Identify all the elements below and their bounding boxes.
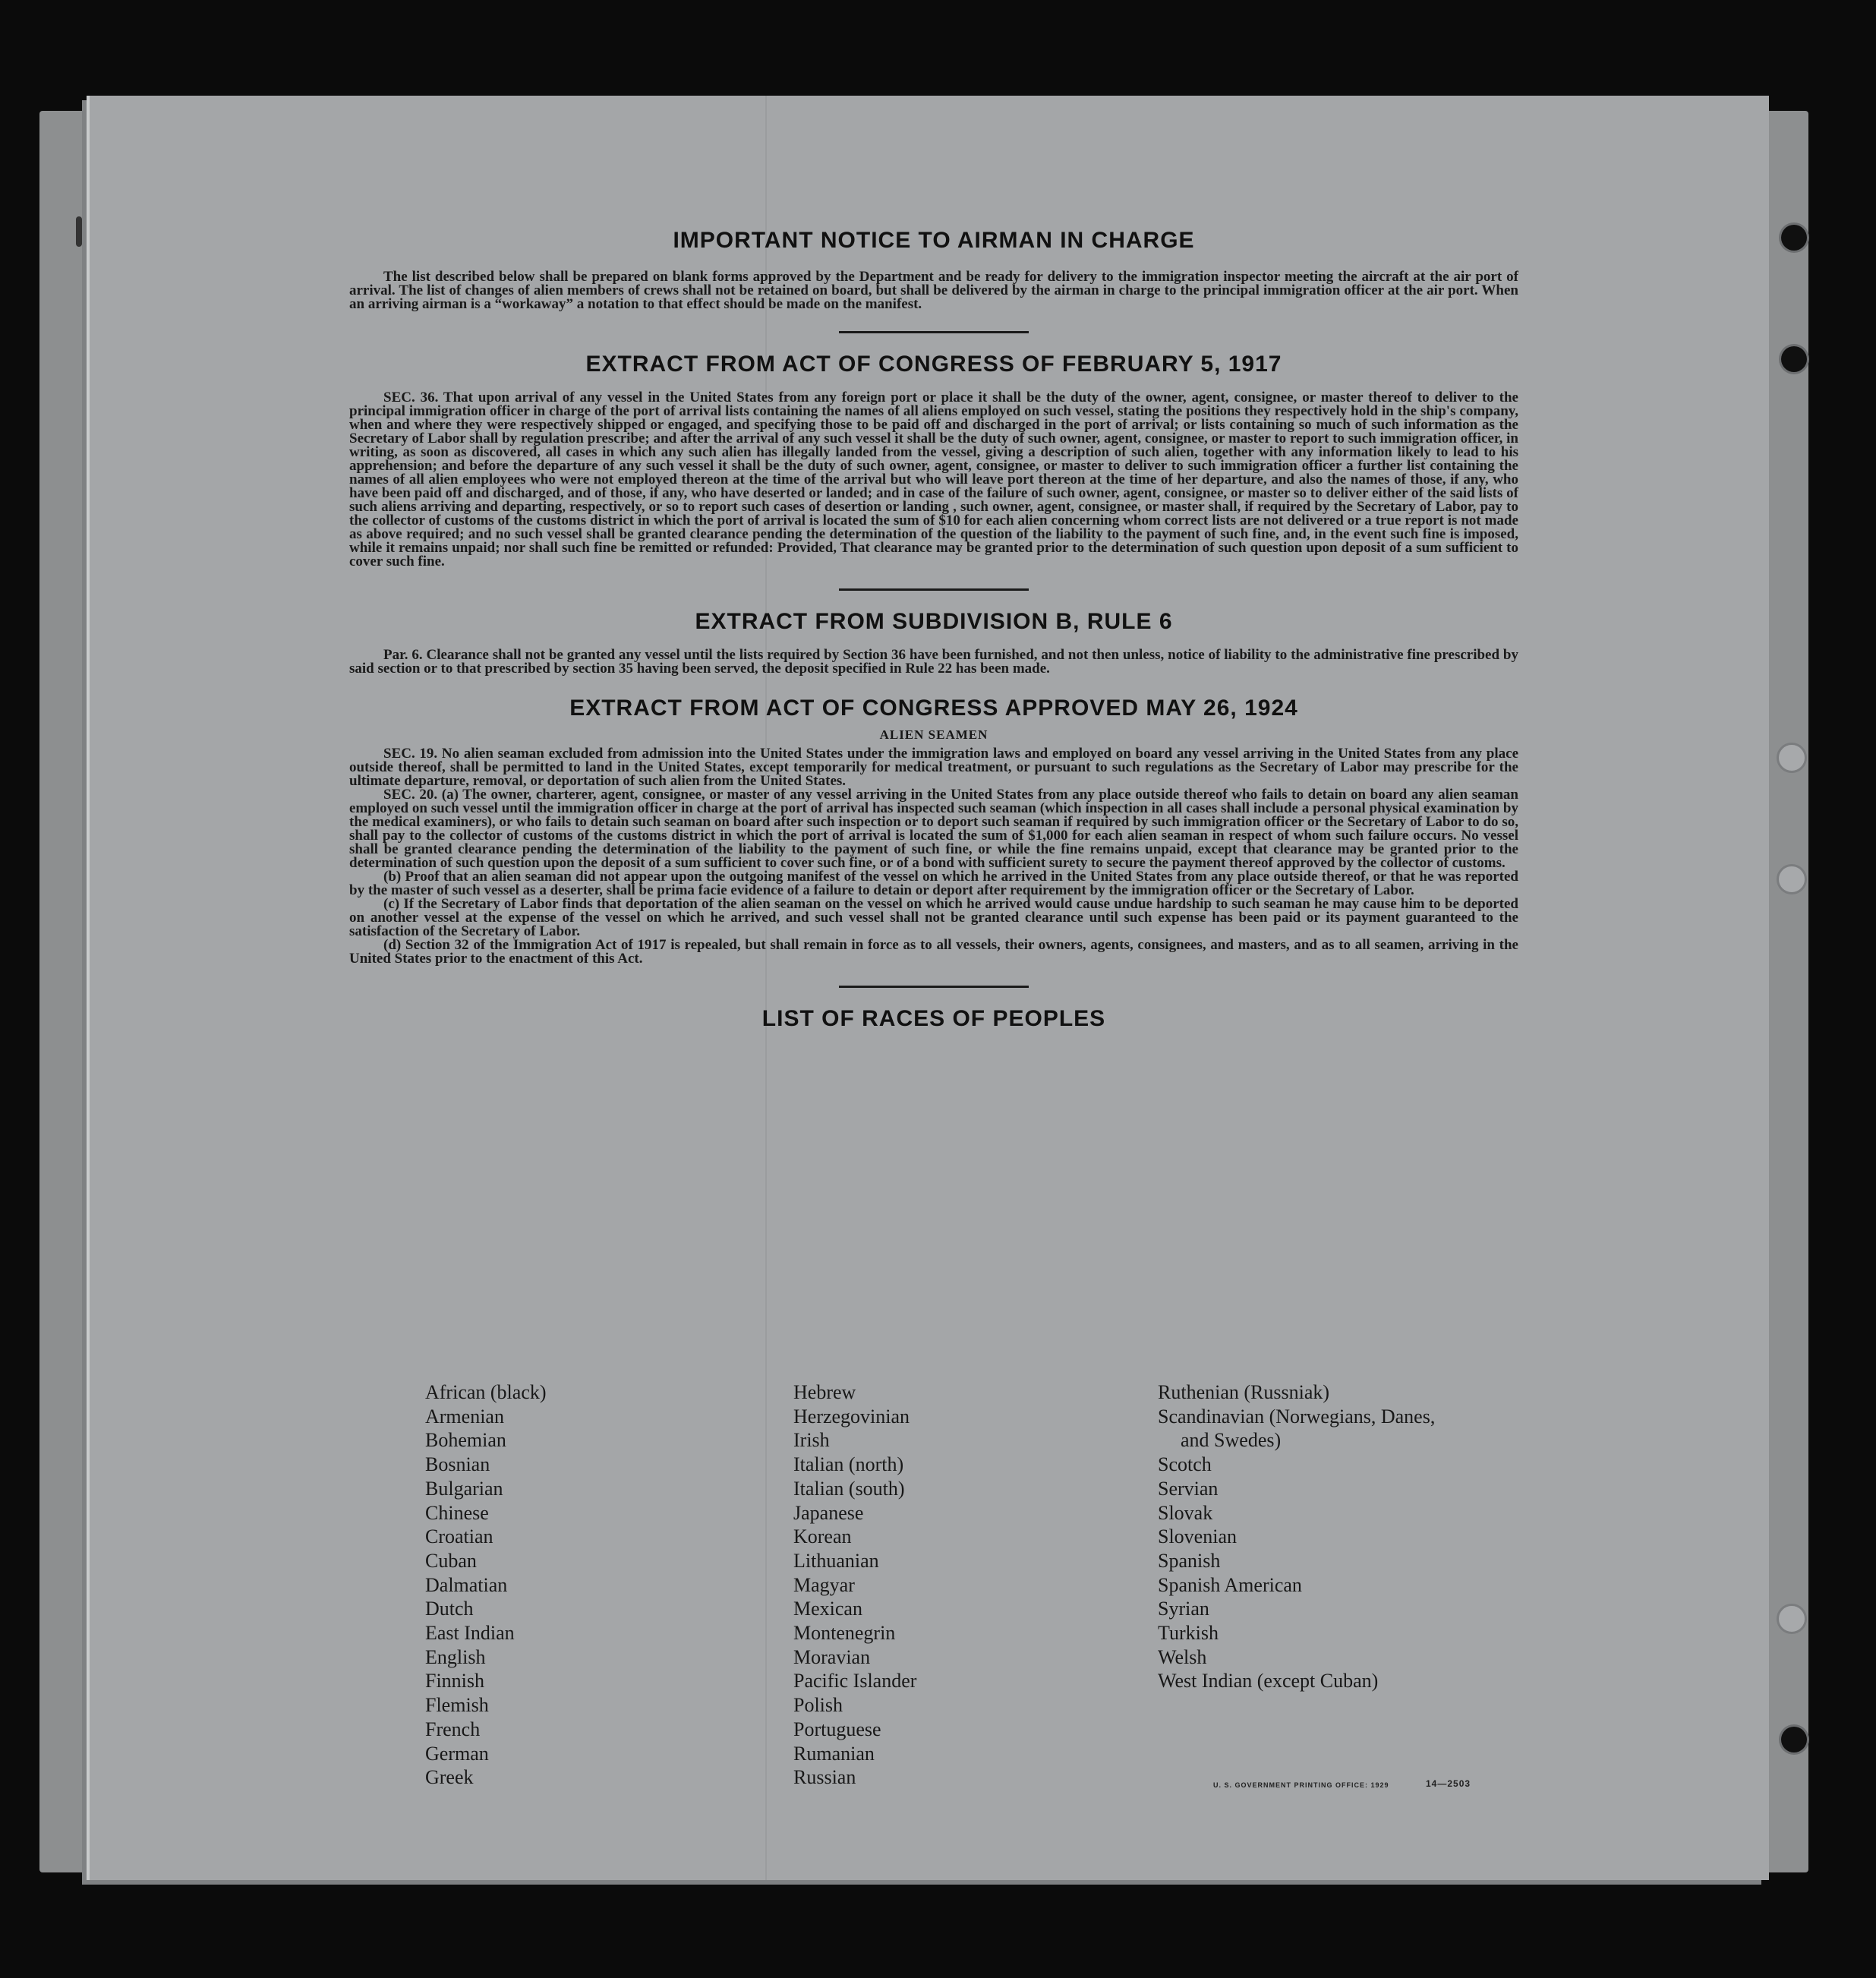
- race-item: Hebrew: [793, 1381, 856, 1403]
- race-item: Dutch: [425, 1598, 474, 1620]
- race-item: Ruthenian (Russniak): [1158, 1381, 1330, 1403]
- race-item: Moravian: [793, 1645, 871, 1668]
- divider: [839, 331, 1029, 333]
- race-item: Syrian: [1158, 1598, 1209, 1620]
- act-1917-title: EXTRACT FROM ACT OF CONGRESS OF FEBRUARY 5, 1917: [585, 352, 1282, 377]
- punch-hole: [1777, 864, 1807, 894]
- race-item: Bulgarian: [425, 1477, 503, 1500]
- race-item: Mexican: [793, 1598, 862, 1620]
- race-item: Greek: [425, 1766, 474, 1789]
- race-item: Scotch: [1158, 1453, 1212, 1476]
- race-item: Magyar: [793, 1573, 855, 1596]
- punch-hole: [1777, 743, 1807, 773]
- act-1924-subtitle: ALIEN SEAMEN: [879, 727, 988, 742]
- punch-hole: [1777, 1604, 1807, 1634]
- race-item: Bosnian: [425, 1453, 490, 1476]
- race-item: Croatian: [425, 1525, 493, 1548]
- race-item: Slovenian: [1158, 1525, 1237, 1548]
- race-item: and Swedes): [1181, 1429, 1282, 1452]
- race-item: West Indian (except Cuban): [1158, 1670, 1379, 1692]
- sec20c-text: (c) If the Secretary of Labor finds that deportation of the alien seaman on the vessel on which he arrived would cause undue hardship to such seaman he may cause him to be deported on another vessel at the expense of the vessel on which he arrived, and such vessel shall not be granted clearance until such expense has been paid or its payment guaranteed to the satisfaction of the Secretary of Labor.: [349, 896, 1518, 939]
- race-item: Italian (north): [793, 1453, 904, 1476]
- race-item: Dalmatian: [425, 1573, 508, 1596]
- subdivision-title: EXTRACT FROM SUBDIVISION B, RULE 6: [695, 609, 1173, 634]
- act-1924-title: EXTRACT FROM ACT OF CONGRESS APPROVED MAY 26, 1924: [569, 696, 1298, 721]
- race-item: Italian (south): [793, 1477, 905, 1500]
- punch-hole: [1781, 225, 1807, 251]
- race-item: Pacific Islander: [793, 1670, 917, 1692]
- race-item: Irish: [793, 1429, 830, 1452]
- race-item: Servian: [1158, 1477, 1219, 1500]
- form-number: 14—2503: [1426, 1778, 1471, 1789]
- race-item: Bohemian: [425, 1429, 506, 1452]
- race-item: Cuban: [425, 1549, 477, 1572]
- subdivision-text: Par. 6. Clearance shall not be granted any vessel until the lists required by Section 36 have been furnished, and not then unless, notice of liability to the administrative fine prescribed by said section or to that prescribed by section 35 having been served, the deposit specified in Rule 22 has been made.: [349, 647, 1518, 677]
- notice-title: IMPORTANT NOTICE TO AIRMAN IN CHARGE: [673, 228, 1195, 253]
- sec19-text: SEC. 19. No alien seaman excluded from admission into the United States under the immigration laws and employed on board any vessel arriving in the United States from any place outside thereof, shall be permitted to land in the United States, except temporarily for medical treatment, or pursuant to such regulations as the Secretary of Labor may prescribe for the ultimate departure, removal, or deportation of such alien from the United States.: [349, 746, 1518, 789]
- punch-hole: [1781, 346, 1807, 372]
- race-item: Chinese: [425, 1501, 489, 1524]
- race-item: Montenegrin: [793, 1622, 896, 1645]
- races-title: LIST OF RACES OF PEOPLES: [761, 1006, 1106, 1031]
- divider: [839, 986, 1029, 988]
- divider: [839, 588, 1029, 591]
- race-item: Japanese: [793, 1501, 864, 1524]
- race-item: Rumanian: [793, 1742, 875, 1765]
- race-item: German: [425, 1742, 489, 1765]
- race-item: Slovak: [1158, 1501, 1213, 1524]
- document-content: [326, 228, 1541, 1746]
- race-item: Finnish: [425, 1670, 485, 1692]
- race-item: Spanish: [1158, 1549, 1221, 1572]
- race-item: Polish: [793, 1694, 843, 1717]
- binding-clip: [76, 216, 82, 247]
- printer-imprint: U. S. GOVERNMENT PRINTING OFFICE: 1929: [1213, 1781, 1389, 1789]
- race-item: East Indian: [425, 1622, 515, 1645]
- punch-hole: [1781, 1727, 1807, 1752]
- notice-text: The list described below shall be prepared on blank forms approved by the Department and be ready for delivery to the immigration inspector meeting the aircraft at the air port of arrival. The list of changes of alien members of crews shall not be retained on board, but shall be delivered by the airman in charge to the principal immigration officer at the air port. When an arriving airman is a “workaway” a notation to that effect should be made on the manifest.: [349, 269, 1518, 312]
- race-item: French: [425, 1718, 481, 1740]
- race-item: Lithuanian: [793, 1549, 879, 1572]
- race-item: African (black): [425, 1381, 547, 1403]
- act-1917-text: SEC. 36. That upon arrival of any vessel in the United States from any foreign port or place it shall be the duty of the owner, agent, consignee, or master thereof to deliver to the principal immigration officer in charge of the port of arrival lists containing the names of all aliens employed on such vessel, stating the positions they respectively hold in the ship's company, when and where they were respectively shipped or engaged, and specifying those to be paid off and discharged in the port of arrival; or lists containing so much of such information as the Secretary of Labor shall by regulation prescribe; and after the arrival of any such vessel it shall be the duty of such owner, agent, consignee, or master to report to such immigration officer, in writing, as soon as discovered, all cases in which any such alien has illegally landed from the vessel, giving a description of such alien, together with any information likely to lead to his apprehension; and before the departure of any such vessel it shall be the duty of such owner, agent, consignee, or master to deliver to such immigration officer a further list containing the names of all alien employees who were not employed thereon at the time of the arrival but who will leave port thereon at the time of her departure, and also the names of those, if any, who have been paid off and discharged, and of those, if any, who have deserted or landed; and in case of the failure of such owner, agent, consignee, or master so to deliver either of the said lists of such aliens arriving and departing, respectively, or so to report such cases of desertion or landing , such owner, agent, consignee, or master shall, if required by the Secretary of Labor, pay to the collector of customs of the customs district in which the port of arrival is located the sum of $10 for each alien concerning whom correct lists are not delivered or a true report is not made as above required; and no such vessel shall be granted clearance pending the determination of the question of the liability to the payment of such fine, and, in the event such fine is imposed, while it remains unpaid; nor shall such fine be remitted or refunded: Provided, That clearance may be granted prior to the determination of such question upon deposit of a sum sufficient to cover such fine.: [349, 390, 1518, 569]
- race-item: Flemish: [425, 1694, 489, 1717]
- sec20a-text: SEC. 20. (a) The owner, charterer, agent, consignee, or master of any vessel arriving in the United States from any place outside thereof who fails to detain on board any alien seaman employed on such vessel until the immigration officer in charge at the port of arrival has inspected such seaman (which inspection in all cases shall include a personal physical examination by the medical examiners), or who fails to detain such seaman on board after such inspection or to deport such seaman if required by such immigration officer or the Secretary of Labor to do so, shall pay to the collector of customs of the customs district in which the port of arrival is located the sum of $1,000 for each alien seaman in respect of whom such failure occurs. No vessel shall be granted clearance pending the determination of the liability to the payment of such fine, or while the fine remains unpaid, except that clearance may be granted prior to the determination of such question upon the deposit of a sum sufficient to cover such fine, or of a bond with sufficient surety to secure the payment thereof approved by the collector of customs.: [349, 787, 1518, 871]
- race-item: Armenian: [425, 1405, 504, 1428]
- race-item: Welsh: [1158, 1645, 1207, 1668]
- race-item: Korean: [793, 1525, 852, 1548]
- race-item: Portuguese: [793, 1718, 881, 1740]
- sec20d-text: (d) Section 32 of the Immigration Act of 1917 is repealed, but shall remain in force as to all vessels, their owners, agents, consignees, and masters, and as to all seamen, arriving in the United States prior to the enactment of this Act.: [349, 937, 1518, 967]
- race-item: Turkish: [1158, 1622, 1219, 1645]
- race-item: Scandinavian (Norwegians, Danes,: [1158, 1405, 1436, 1428]
- race-item: English: [425, 1645, 486, 1668]
- race-item: Herzegovinian: [793, 1405, 910, 1428]
- race-item: Russian: [793, 1766, 856, 1789]
- sec20b-text: (b) Proof that an alien seaman did not appear upon the outgoing manifest of the vessel on which he arrived in the United States from any place outside thereof, or that he was reported by the master of such vessel as a deserter, shall be prima facie evidence of a failure to detain or deport after requirement by the immigration officer or the Secretary of Labor.: [349, 869, 1518, 898]
- race-item: Spanish American: [1158, 1573, 1302, 1596]
